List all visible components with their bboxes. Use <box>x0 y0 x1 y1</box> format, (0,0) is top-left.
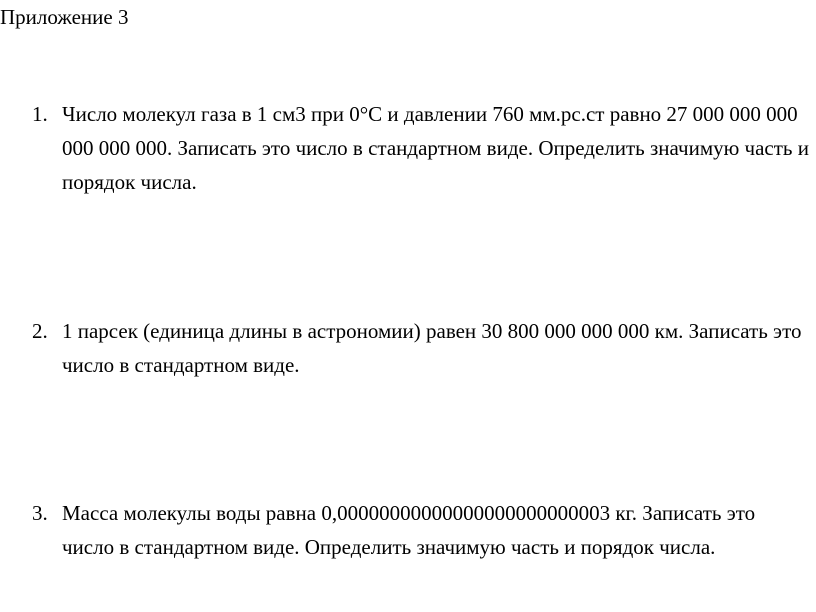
task-text: Масса молекулы воды равна 0,00000000000000000000000003 кг. Записать это число в стандартном виде. Определить значимую часть и порядок числа. <box>62 501 756 559</box>
task-number: 1. <box>32 102 48 126</box>
task-text: Число молекул газа в 1 см3 при 0°С и давлении 760 мм.рс.ст равно 27 000 000 000 000 000 000. Записать это число в стандартном виде. Определить значимую часть и порядок числа. <box>62 102 809 194</box>
list-item-task-1 <box>32 97 812 199</box>
task-number: 3. <box>32 501 48 525</box>
list-item-task-3 <box>32 496 812 564</box>
task-text: 1 парсек (единица длины в астрономии) равен 30 800 000 000 000 км. Записать это число в стандартном виде. <box>62 319 802 377</box>
task-number: 2. <box>32 319 48 343</box>
list-item-task-2 <box>32 314 812 382</box>
page-title: Приложение 3 <box>0 5 129 29</box>
